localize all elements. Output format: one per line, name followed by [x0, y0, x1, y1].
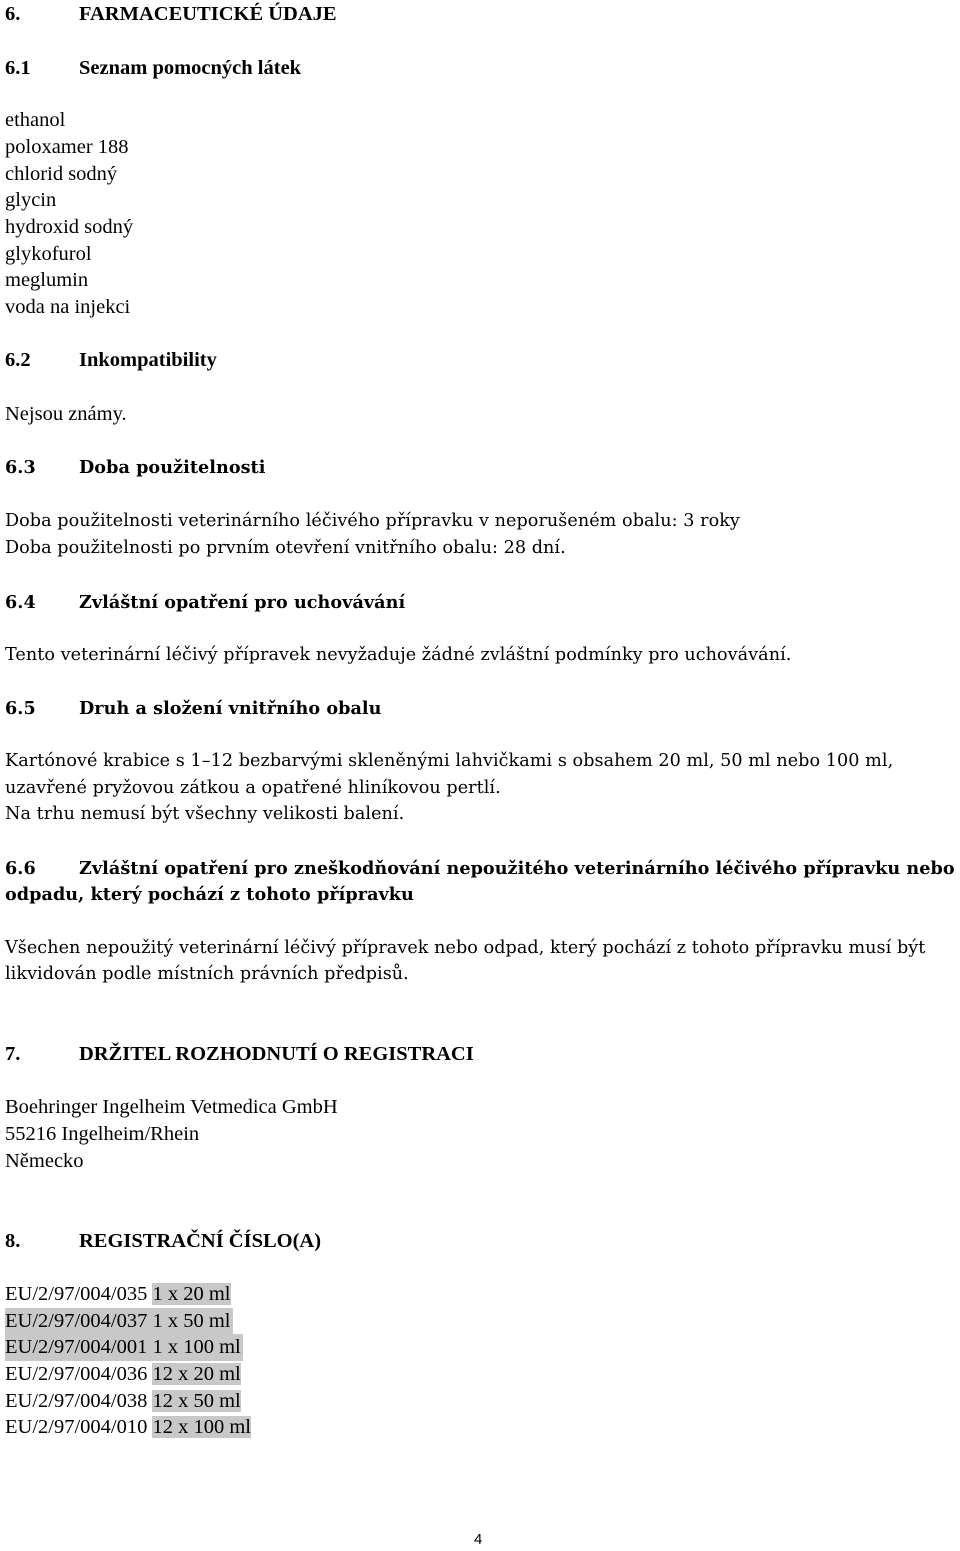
section-6-1-number: 6.1 [5, 57, 31, 79]
section-7-heading [5, 1041, 474, 1068]
section-8-number: 8. [5, 1230, 21, 1252]
section-6-6-title-line1: Zvláštní opatření pro zneškodňování nepoužitého veterinárního léčivého přípravku nebo [79, 858, 955, 879]
section-6-5-title: Druh a složení vnitřního obalu [79, 698, 382, 719]
registration-code: EU/2/97/004/038 [5, 1390, 148, 1412]
section-6-5-line: Na trhu nemusí být všechny velikosti balení. [5, 804, 405, 824]
registration-code: EU/2/97/004/037 [5, 1310, 148, 1332]
section-6-number: 6. [5, 3, 21, 25]
holder-line: Německo [5, 1150, 84, 1172]
section-6-5-line: uzavřené pryžovou zátkou a opatřené hliníkovou pertlí. [5, 778, 501, 798]
page-number: 4 [474, 1531, 483, 1548]
excipient-item: poloxamer 188 [5, 136, 129, 158]
registration-row [5, 1388, 241, 1415]
excipient-item: voda na injekci [5, 296, 131, 318]
registration-row [5, 1334, 243, 1361]
registration-pack: 1 x 50 ml [152, 1310, 231, 1332]
section-6-3-line: Doba použitelnosti veterinárního léčivého přípravku v neporušeném obalu: 3 roky [5, 511, 740, 531]
section-6-6-heading [5, 855, 955, 882]
section-6-6-title-line2: odpadu, který pochází z tohoto přípravku [5, 884, 414, 905]
section-6-4-heading [5, 589, 405, 616]
section-6-2-title: Inkompatibility [79, 349, 217, 371]
holder-line: Boehringer Ingelheim Vetmedica GmbH [5, 1096, 338, 1118]
section-8-heading [5, 1228, 321, 1255]
section-6-4-number: 6.4 [5, 592, 36, 613]
registration-pack: 12 x 20 ml [152, 1363, 241, 1385]
holder-line: 55216 Ingelheim/Rhein [5, 1123, 200, 1145]
excipient-item: ethanol [5, 109, 66, 131]
excipient-item: glykofurol [5, 243, 92, 265]
section-6-5-line: Kartónové krabice s 1–12 bezbarvými skleněnými lahvičkami s obsahem 20 ml, 50 ml nebo 100 ml, [5, 751, 894, 771]
section-6-1-heading [5, 55, 301, 82]
section-6-3-line: Doba použitelnosti po prvním otevření vnitřního obalu: 28 dní. [5, 538, 566, 558]
section-6-4-title: Zvláštní opatření pro uchovávání [79, 592, 406, 613]
registration-row [5, 1308, 233, 1335]
section-6-6-line: Všechen nepoužitý veterinární léčivý přípravek nebo odpad, který pochází z tohoto přípravku musí být [5, 938, 926, 958]
registration-pack: 12 x 50 ml [152, 1390, 241, 1412]
section-6-3-number: 6.3 [5, 457, 36, 478]
registration-pack: 1 x 20 ml [152, 1283, 231, 1305]
section-6-4-text: Tento veterinární léčivý přípravek nevyžaduje žádné zvláštní podmínky pro uchovávání. [5, 645, 792, 665]
section-6-5-number: 6.5 [5, 698, 36, 719]
section-7-title: DRŽITEL ROZHODNUTÍ O REGISTRACI [79, 1043, 474, 1065]
excipient-item: chlorid sodný [5, 163, 118, 185]
registration-code: EU/2/97/004/036 [5, 1363, 148, 1385]
section-6-6-number: 6.6 [5, 858, 36, 879]
registration-code: EU/2/97/004/001 [5, 1336, 148, 1358]
section-6-1-title: Seznam pomocných látek [79, 57, 302, 79]
registration-row [5, 1361, 241, 1388]
section-6-2-text: Nejsou známy. [5, 403, 127, 425]
section-6-2-number: 6.2 [5, 349, 31, 371]
registration-code: EU/2/97/004/010 [5, 1416, 148, 1438]
excipient-item: glycin [5, 189, 57, 211]
section-6-title: FARMACEUTICKÉ ÚDAJE [79, 3, 337, 25]
section-6-6-line: likvidován podle místních právních předpisů. [5, 964, 409, 984]
registration-row [5, 1414, 251, 1441]
section-6-2-heading [5, 347, 217, 374]
registration-pack: 12 x 100 ml [152, 1416, 252, 1438]
excipient-item: meglumin [5, 269, 89, 291]
registration-pack: 1 x 100 ml [152, 1336, 241, 1358]
excipient-item: hydroxid sodný [5, 216, 134, 238]
section-6-heading [5, 1, 337, 28]
section-6-5-heading [5, 695, 382, 722]
registration-code: EU/2/97/004/035 [5, 1283, 148, 1305]
section-6-3-title: Doba použitelnosti [79, 457, 266, 478]
registration-row [5, 1281, 231, 1308]
section-8-title: REGISTRAČNÍ ČÍSLO(A) [79, 1230, 322, 1252]
section-7-number: 7. [5, 1043, 21, 1065]
section-6-3-heading [5, 454, 265, 481]
